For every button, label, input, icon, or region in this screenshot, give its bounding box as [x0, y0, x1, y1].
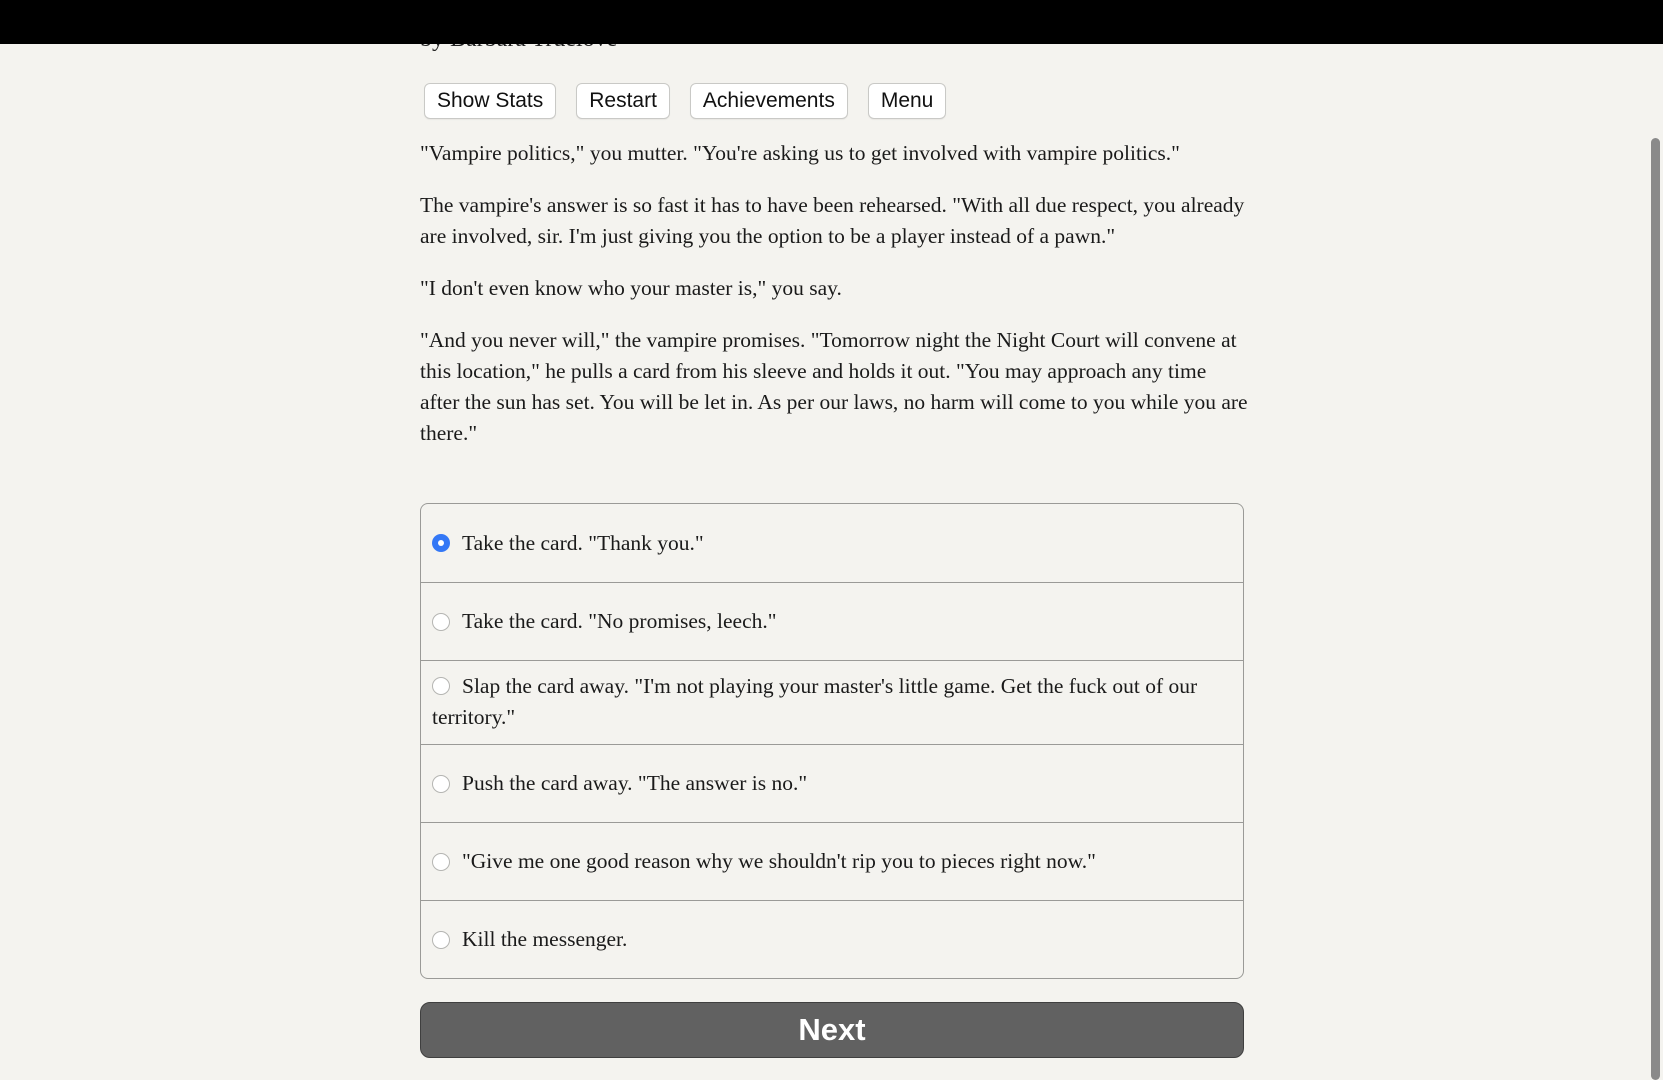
choice-option[interactable] — [421, 660, 1243, 744]
choice-label: Slap the card away. "I'm not playing your master's little game. Get the fuck out of our territory." — [432, 674, 1198, 729]
choice-list — [420, 503, 1244, 979]
choice-label: Take the card. "No promises, leech." — [462, 609, 777, 633]
choice-label: Push the card away. "The answer is no." — [462, 771, 808, 795]
choice-label: "Give me one good reason why we shouldn't rip you to pieces right now." — [462, 849, 1096, 873]
choice-label: Take the card. "Thank you." — [462, 530, 704, 555]
story-paragraph: The vampire's answer is so fast it has to have been rehearsed. "With all due respect, you already are involved, sir. I'm just giving you the option to be a player instead of a pawn." — [420, 193, 1245, 248]
radio-button-selected[interactable] — [432, 534, 450, 552]
show-stats-button[interactable]: Show Stats — [424, 83, 556, 119]
next-button[interactable]: Next — [420, 1002, 1244, 1058]
choice-option[interactable] — [421, 900, 1243, 978]
radio-button[interactable] — [432, 677, 450, 695]
game-toolbar — [424, 83, 946, 119]
choice-option[interactable] — [421, 504, 1243, 582]
radio-button[interactable] — [432, 931, 450, 949]
story-text — [420, 138, 1250, 470]
achievements-button[interactable]: Achievements — [690, 83, 848, 119]
story-paragraph: "Vampire politics," you mutter. "You're asking us to get involved with vampire politics." — [420, 141, 1180, 165]
scrollbar-thumb[interactable] — [1651, 138, 1660, 1080]
choice-label: Kill the messenger. — [462, 927, 628, 951]
restart-button[interactable]: Restart — [576, 83, 670, 119]
story-paragraph: "And you never will," the vampire promises. "Tomorrow night the Night Court will convene at this location," he pulls a card from his sleeve and holds it out. "You may approach any time after the sun has set. You will be let in. As per our laws, no harm will come to you while you are there." — [420, 328, 1248, 445]
choice-option[interactable] — [421, 582, 1243, 660]
radio-button[interactable] — [432, 613, 450, 631]
radio-button[interactable] — [432, 853, 450, 871]
radio-button[interactable] — [432, 775, 450, 793]
window-top-bar — [0, 0, 1663, 44]
choice-option[interactable] — [421, 822, 1243, 900]
choice-option[interactable] — [421, 744, 1243, 822]
story-paragraph: "I don't even know who your master is," you say. — [420, 276, 842, 300]
menu-button[interactable]: Menu — [868, 83, 947, 119]
